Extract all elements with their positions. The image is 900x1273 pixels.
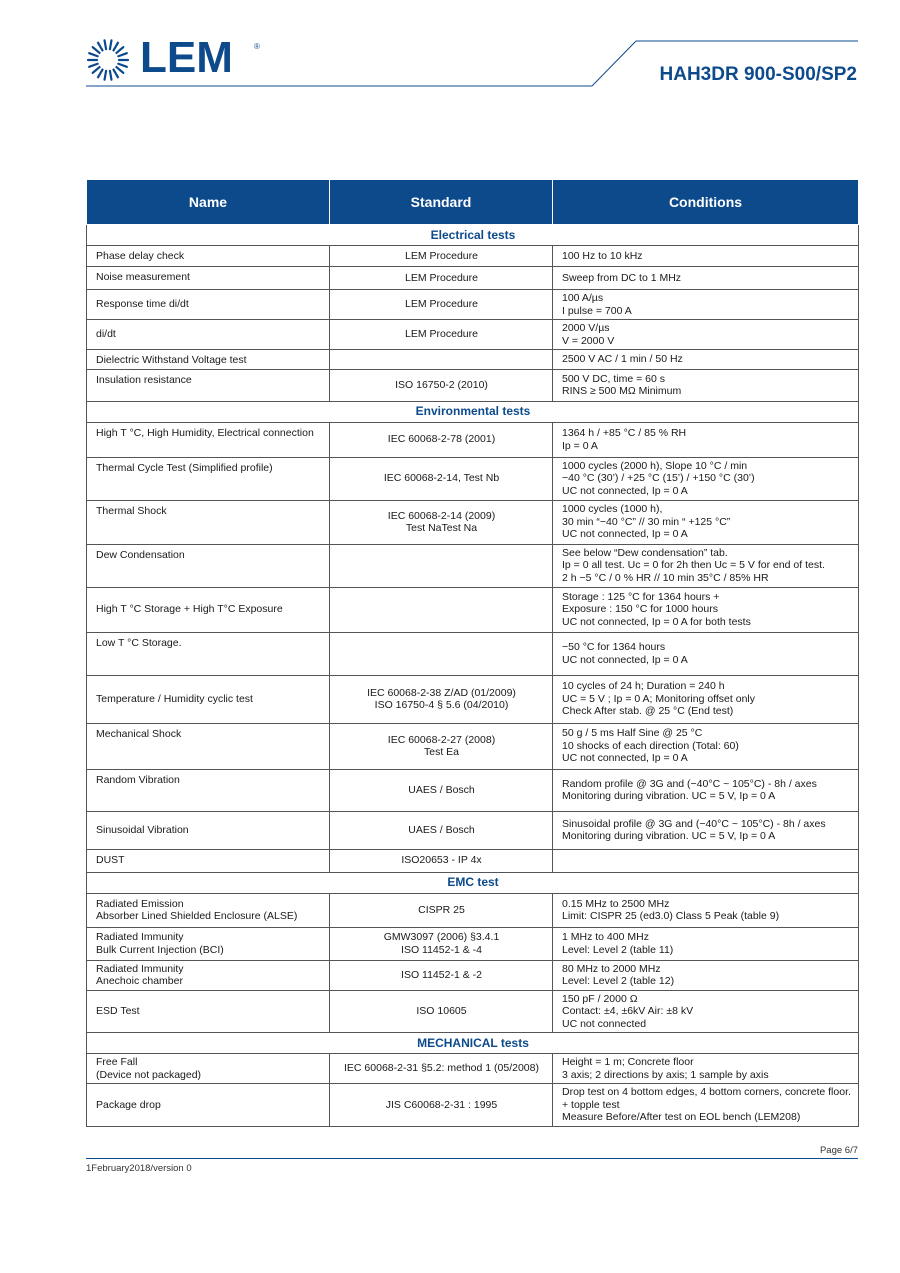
cell-text-line: Storage : 125 °C for 1364 hours +: [562, 590, 720, 603]
standard-cell: [330, 927, 553, 960]
conditions-cell: [553, 927, 859, 960]
cell-text-line: Ip = 0 all test. Uc = 0 for 2h then Uc = 5 V for end of test.: [562, 559, 825, 572]
cell-text-line: 1 MHz to 400 MHz: [562, 931, 649, 943]
cell-text-line: ISO 10605: [416, 1005, 467, 1017]
standard-cell: [330, 675, 553, 723]
conditions-cell: [553, 632, 859, 675]
cell-text-line: + topple test: [562, 1098, 620, 1111]
cell-text-line: Monitoring during vibration. UC = 5 V, Ip = 0 A: [562, 830, 776, 842]
standard-cell: [330, 422, 553, 457]
test-name-cell: [87, 811, 330, 849]
test-name-cell: [87, 990, 330, 1033]
cell-text-line: 50 g / 5 ms Half Sine @ 25 °C: [562, 727, 703, 740]
cell-text-line: −40 °C (30’) / +25 °C (15’) / +150 °C (30’): [562, 472, 755, 485]
table-row: [87, 587, 859, 632]
test-name-cell: [87, 632, 330, 675]
cell-text-line: 0.15 MHz to 2500 MHz: [562, 897, 670, 910]
document-version: 1February2018/version 0: [86, 1163, 192, 1174]
cell-text-line: Level: Level 2 (table 12): [562, 975, 675, 987]
conditions-cell: [553, 422, 859, 457]
cell-text-line: 100 Hz to 10 kHz: [562, 249, 643, 262]
conditions-cell: [553, 849, 859, 872]
standard-cell: [330, 723, 553, 769]
cell-text-line: 10 cycles of 24 h; Duration = 240 h: [562, 680, 725, 693]
cell-text-line: Radiated Emission: [96, 897, 184, 910]
cell-text-line: 10 shocks of each direction (Total: 60): [562, 739, 739, 752]
cell-text-line: IEC 60068-2-38 Z/AD (01/2009): [367, 686, 516, 699]
cell-text-line: IEC 60068-2-14, Test Nb: [383, 472, 500, 485]
cell-text-line: 1364 h / +85 °C / 85 % RH: [562, 427, 687, 439]
cell-text-line: Drop test on 4 bottom edges, 4 bottom corners, concrete floor.: [562, 1086, 851, 1098]
table-row: [87, 500, 859, 544]
conditions-cell: [553, 544, 859, 587]
table-row: [87, 811, 859, 849]
cell-text-line: Insulation resistance: [96, 373, 192, 386]
table-row: [87, 369, 859, 401]
sunburst-icon: [86, 38, 134, 84]
cell-text-line: I pulse = 700 A: [562, 304, 632, 317]
table-row: [87, 422, 859, 457]
conditions-cell: [553, 723, 859, 769]
standard-cell: [330, 500, 553, 544]
test-name-cell: [87, 267, 330, 290]
cell-text-line: 30 min “−40 °C” // 30 min “ +125 °C”: [562, 515, 731, 528]
standard-cell: [330, 350, 553, 370]
test-name-cell: [87, 369, 330, 401]
column-header-conditions: Conditions: [553, 180, 859, 225]
cell-text-line: IEC 60068-2-14 (2009): [387, 509, 496, 522]
cell-text-line: Mechanical Shock: [96, 727, 182, 740]
standard-cell: [330, 990, 553, 1033]
column-header-standard: Standard: [330, 180, 553, 225]
standard-cell: [330, 457, 553, 500]
cell-text-line: Bulk Current Injection (BCI): [96, 943, 224, 956]
cell-text-line: UAES / Bosch: [408, 783, 475, 796]
cell-text-line: GMW3097 (2006) §3.4.1: [383, 931, 500, 943]
conditions-cell: [553, 290, 859, 320]
test-name-cell: [87, 500, 330, 544]
standard-cell: [330, 769, 553, 811]
test-name-cell: [87, 893, 330, 927]
standard-cell: [330, 544, 553, 587]
table-header-row: [87, 180, 859, 225]
conditions-cell: [553, 457, 859, 500]
cell-text-line: UC not connected, Ip = 0 A: [562, 653, 688, 666]
test-name-cell: [87, 960, 330, 990]
cell-text-line: Random Vibration: [96, 773, 180, 786]
section-header-row: [87, 872, 859, 893]
test-name-cell: [87, 675, 330, 723]
cell-text-line: (Device not packaged): [96, 1068, 202, 1081]
conditions-cell: [553, 587, 859, 632]
cell-text-line: UC not connected, Ip = 0 A: [562, 484, 688, 497]
test-name-cell: [87, 544, 330, 587]
table-row: [87, 723, 859, 769]
test-name-cell: [87, 320, 330, 350]
standard-cell: [330, 290, 553, 320]
conditions-cell: [553, 1054, 859, 1084]
table-row: [87, 320, 859, 350]
table-row: [87, 1054, 859, 1084]
table-row: [87, 769, 859, 811]
table-row: [87, 290, 859, 320]
standard-cell: [330, 960, 553, 990]
conditions-cell: [553, 320, 859, 350]
cell-text-line: LEM Procedure: [405, 328, 478, 341]
cell-text-line: Radiated Immunity: [96, 931, 184, 943]
conditions-cell: [553, 769, 859, 811]
cell-text-line: IEC 60068-2-78 (2001): [387, 433, 496, 446]
cell-text-line: −50 °C for 1364 hours: [562, 641, 666, 653]
section-title: Electrical tests: [87, 225, 859, 246]
test-name-cell: [87, 587, 330, 632]
cell-text-line: Limit: CISPR 25 (ed3.0) Class 5 Peak (table 9): [562, 910, 780, 922]
conditions-cell: [553, 960, 859, 990]
cell-text-line: 2 h −5 °C / 0 % HR // 10 min 35°C / 85% HR: [562, 571, 769, 584]
cell-text-line: 150 pF / 2000 Ω: [562, 992, 638, 1005]
table-row: [87, 632, 859, 675]
cell-text-line: Contact: ±4, ±6kV Air: ±8 kV: [562, 1005, 694, 1017]
cell-text-line: UC not connected, Ip = 0 A for both tests: [562, 615, 751, 628]
cell-text-line: Test NaTest Na: [405, 522, 478, 534]
section-header-row: [87, 225, 859, 246]
cell-text-line: DUST: [96, 853, 125, 866]
test-name-cell: [87, 1084, 330, 1127]
cell-text-line: Thermal Cycle Test (Simplified profile): [96, 461, 273, 474]
standard-cell: [330, 893, 553, 927]
test-name-cell: [87, 723, 330, 769]
cell-text-line: 3 axis; 2 directions by axis; 1 sample by axis: [562, 1068, 769, 1081]
cell-text-line: See below “Dew condensation” tab.: [562, 546, 728, 559]
column-header-name: Name: [87, 180, 330, 225]
cell-text-line: ESD Test: [96, 1005, 140, 1017]
cell-text-line: Thermal Shock: [96, 504, 167, 517]
cell-text-line: 2000 V/µs: [562, 322, 610, 334]
cell-text-line: Low T °C Storage.: [96, 636, 182, 649]
test-conditions-table: [86, 179, 859, 1127]
cell-text-line: Measure Before/After test on EOL bench (LEM208): [562, 1111, 801, 1123]
conditions-cell: [553, 500, 859, 544]
table-row: [87, 1084, 859, 1127]
cell-text-line: IEC 60068-2-27 (2008): [387, 733, 496, 746]
table-row: [87, 544, 859, 587]
section-title: MECHANICAL tests: [87, 1033, 859, 1054]
cell-text-line: di/dt: [96, 328, 116, 341]
cell-text-line: LEM Procedure: [405, 249, 478, 262]
table-row: [87, 927, 859, 960]
table-row: [87, 849, 859, 872]
standard-cell: [330, 369, 553, 401]
cell-text-line: 2500 V AC / 1 min / 50 Hz: [562, 353, 683, 365]
standard-cell: [330, 587, 553, 632]
cell-text-line: Dielectric Withstand Voltage test: [96, 354, 247, 366]
cell-text-line: 1000 cycles (2000 h), Slope 10 °C / min: [562, 459, 748, 472]
cell-text-line: Sweep from DC to 1 MHz: [562, 271, 682, 284]
lem-logo: [86, 33, 276, 84]
cell-text-line: Dew Condensation: [96, 548, 185, 561]
table-row: [87, 893, 859, 927]
cell-text-line: ISO 16750-2 (2010): [395, 378, 488, 391]
cell-text-line: ISO 11452-1 & -4: [401, 943, 482, 956]
cell-text-line: UC = 5 V ; Ip = 0 A; Monitoring offset only: [562, 692, 755, 705]
cell-text-line: Absorber Lined Shielded Enclosure (ALSE): [96, 910, 298, 922]
standard-cell: [330, 849, 553, 872]
conditions-cell: [553, 990, 859, 1033]
page-header: [0, 0, 900, 110]
cell-text-line: UC not connected, Ip = 0 A: [562, 528, 688, 541]
cell-text-line: 100 A/µs: [562, 292, 604, 304]
cell-text-line: Temperature / Humidity cyclic test: [96, 692, 253, 705]
cell-text-line: Radiated Immunity: [96, 962, 184, 975]
cell-text-line: ISO 11452-1 & -2: [401, 968, 482, 981]
cell-text-line: UC not connected: [562, 1017, 647, 1030]
conditions-cell: [553, 1084, 859, 1127]
cell-text-line: LEM Procedure: [405, 271, 478, 284]
test-name-cell: [87, 246, 330, 267]
standard-cell: [330, 246, 553, 267]
table-row: [87, 246, 859, 267]
section-title: EMC test: [87, 872, 859, 893]
footer-rule: [86, 1158, 858, 1159]
cell-text-line: Test Ea: [423, 746, 460, 758]
cell-text-line: 80 MHz to 2000 MHz: [562, 962, 661, 975]
cell-text-line: Random profile @ 3G and (−40°C ~ 105°C) - 8h / axes: [562, 777, 817, 790]
conditions-cell: [553, 369, 859, 401]
cell-text-line: Sinusoidal profile @ 3G and (−40°C ~ 105°C) - 8h / axes: [562, 817, 826, 830]
cell-text-line: High T °C, High Humidity, Electrical connection: [96, 426, 314, 439]
cell-text-line: Anechoic chamber: [96, 975, 183, 987]
conditions-cell: [553, 246, 859, 267]
test-name-cell: [87, 422, 330, 457]
cell-text-line: IEC 60068-2-31 §5.2: method 1 (05/2008): [344, 1062, 539, 1075]
cell-text-line: JIS C60068-2-31 : 1995: [385, 1098, 498, 1111]
table-body: [87, 225, 859, 1127]
cell-text-line: Response time di/dt: [96, 298, 189, 311]
table-row: [87, 990, 859, 1033]
test-name-cell: [87, 849, 330, 872]
conditions-cell: [553, 893, 859, 927]
section-header-row: [87, 1033, 859, 1054]
registered-mark: ®: [254, 42, 260, 51]
conditions-cell: [553, 350, 859, 370]
logo-text: LEM: [140, 33, 233, 82]
standard-cell: [330, 267, 553, 290]
cell-text-line: RINS ≥ 500 MΩ Minimum: [562, 385, 682, 397]
document-title: HAH3DR 900-S00/SP2: [659, 64, 857, 85]
cell-text-line: High T °C Storage + High T°C Exposure: [96, 603, 283, 616]
cell-text-line: LEM Procedure: [405, 298, 478, 311]
cell-text-line: CISPR 25: [418, 903, 465, 916]
cell-text-line: Package drop: [96, 1098, 161, 1111]
test-name-cell: [87, 769, 330, 811]
cell-text-line: Check After stab. @ 25 °C (End test): [562, 705, 734, 718]
cell-text-line: Phase delay check: [96, 250, 185, 262]
conditions-cell: [553, 811, 859, 849]
conditions-cell: [553, 267, 859, 290]
table-row: [87, 675, 859, 723]
cell-text-line: 1000 cycles (1000 h),: [562, 503, 663, 516]
cell-text-line: Height = 1 m; Concrete floor: [562, 1056, 694, 1068]
table-row: [87, 267, 859, 290]
standard-cell: [330, 811, 553, 849]
table-row: [87, 350, 859, 370]
test-name-cell: [87, 350, 330, 370]
cell-text-line: Sinusoidal Vibration: [96, 823, 189, 836]
cell-text-line: UC not connected, Ip = 0 A: [562, 752, 688, 765]
cell-text-line: Exposure : 150 °C for 1000 hours: [562, 603, 718, 616]
cell-text-line: 500 V DC, time = 60 s: [562, 372, 666, 385]
section-title: Environmental tests: [87, 401, 859, 422]
table-row: [87, 457, 859, 500]
standard-cell: [330, 320, 553, 350]
cell-text-line: UAES / Bosch: [408, 823, 475, 836]
cell-text-line: Noise measurement: [96, 271, 190, 283]
conditions-cell: [553, 675, 859, 723]
page-number: Page 6/7: [819, 1145, 858, 1156]
standard-cell: [330, 632, 553, 675]
test-name-cell: [87, 290, 330, 320]
test-name-cell: [87, 1054, 330, 1084]
test-name-cell: [87, 927, 330, 960]
cell-text-line: V = 2000 V: [562, 334, 615, 347]
standard-cell: [330, 1054, 553, 1084]
test-name-cell: [87, 457, 330, 500]
section-header-row: [87, 401, 859, 422]
cell-text-line: ISO 16750-4 § 5.6 (04/2010): [374, 699, 509, 711]
cell-text-line: Free Fall: [96, 1056, 138, 1068]
cell-text-line: Level: Level 2 (table 11): [562, 943, 674, 956]
standard-cell: [330, 1084, 553, 1127]
cell-text-line: Ip = 0 A: [562, 439, 598, 452]
cell-text-line: Monitoring during vibration. UC = 5 V, Ip = 0 A: [562, 790, 776, 802]
table-row: [87, 960, 859, 990]
cell-text-line: ISO20653 - IP 4x: [401, 854, 482, 867]
